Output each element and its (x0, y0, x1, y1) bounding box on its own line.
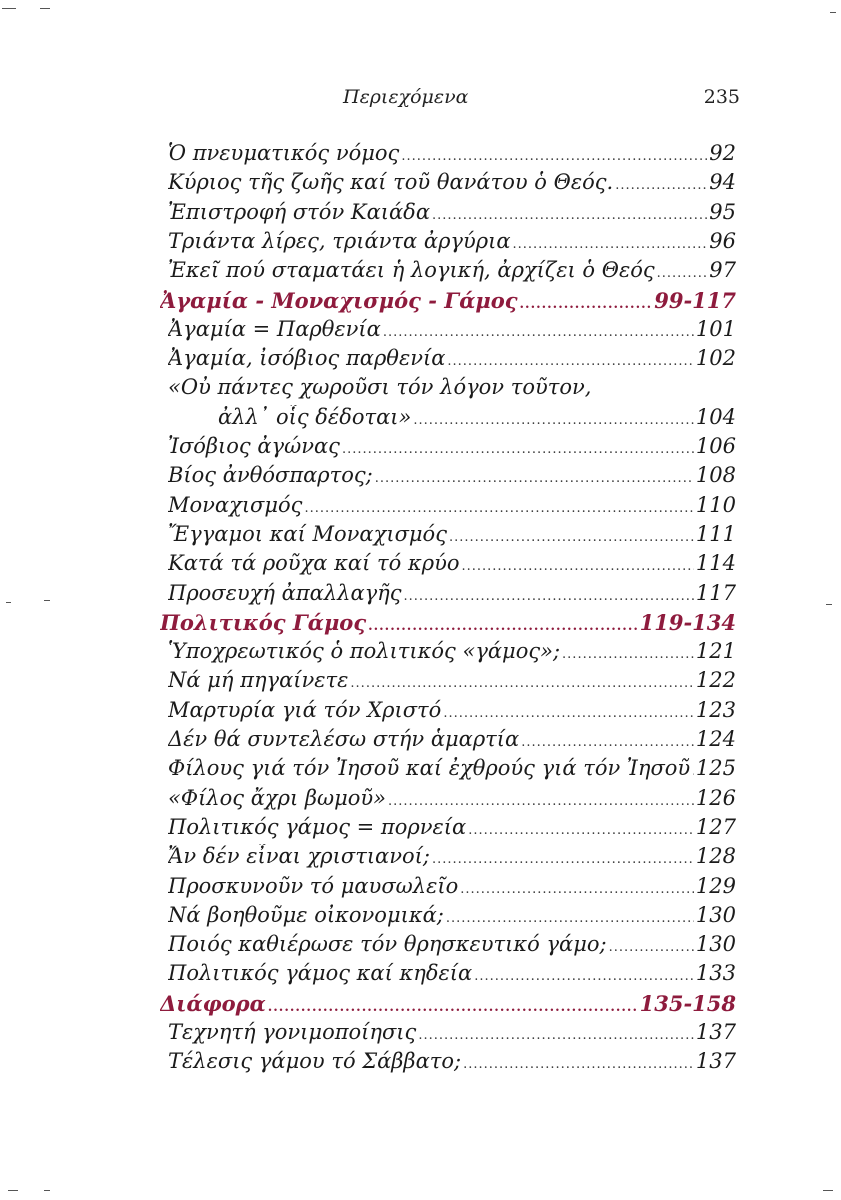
toc-page-number: 128 (695, 844, 736, 869)
toc-page-number: 124 (695, 727, 736, 751)
page-number: 235 (703, 86, 740, 108)
toc-entry-title: Προσκυνοῦν τό μαυσωλεῖο (168, 873, 459, 898)
toc-section (160, 610, 736, 639)
dot-leader (521, 735, 694, 750)
toc-entry-title: Ἐπιστροφή στόν Καιάδα (168, 199, 430, 224)
toc-page-number: 123 (695, 697, 736, 722)
toc-page-number: 99-117 (654, 287, 736, 313)
toc-entry (168, 639, 736, 668)
toc-page-number: 135-158 (639, 990, 736, 1016)
dot-leader (375, 471, 694, 486)
toc-entry (168, 815, 736, 844)
dot-leader (432, 852, 694, 867)
dot-leader (418, 1028, 694, 1043)
toc-entry (168, 1020, 736, 1049)
toc-entry (168, 698, 736, 727)
dot-leader (513, 237, 708, 252)
toc-entry (168, 668, 736, 697)
dot-leader (413, 413, 694, 428)
scan-mark-bottom-left (8, 1190, 18, 1191)
toc-entry (168, 141, 736, 170)
toc-page-number: 96 (709, 228, 736, 253)
dot-leader (268, 1000, 638, 1015)
toc-page-number: 130 (695, 902, 736, 927)
toc-entry (168, 463, 736, 492)
toc-entry-title: Τεχνητή γονιμοποίησις (168, 1020, 417, 1044)
toc-entry-title: Ἀγαμία = Παρθενία (168, 316, 381, 341)
dot-leader (449, 530, 694, 545)
toc-entry-title: Προσευχή ἀπαλλαγῆς (168, 580, 402, 605)
toc-entry-title: «Οὐ πάντες χωροῦσι τόν λόγον τοῦτον, (168, 375, 592, 400)
toc-entry-title: «Φίλος ἄχρι βωμοῦ» (168, 785, 387, 810)
dot-leader (468, 823, 694, 838)
dot-leader (615, 178, 707, 193)
dot-leader (657, 266, 708, 281)
toc-entry (168, 522, 736, 551)
toc-entry-title: Τέλεσις γάμου τό Σάββατο; (168, 1049, 462, 1074)
toc-page-number: 137 (695, 1020, 736, 1044)
toc-entry (168, 844, 736, 873)
toc-entry (168, 551, 736, 580)
toc-section-title: Διάφορα (160, 990, 266, 1016)
toc-entry-title: Δέν θά συντελέσω στήν ἁμαρτία (168, 727, 520, 751)
toc-entry-title: Ποιός καθιέρωσε τόν θρησκευτικό γάμο; (168, 932, 607, 957)
toc-entry (168, 786, 736, 815)
toc-entry-title: Ἰσόβιος ἀγώνας (168, 434, 340, 458)
toc-page-number: 102 (695, 346, 736, 371)
toc-page-number: 110 (695, 492, 736, 517)
toc-entry (168, 229, 736, 258)
toc-page-number: 101 (695, 316, 736, 341)
toc-entry (168, 317, 736, 346)
toc-section (160, 288, 736, 317)
toc-entry-title: Κατά τά ροῦχα καί τό κρύο (168, 551, 460, 576)
toc-entry-title: Ὁ πνευματικός νόμος (168, 141, 400, 165)
toc-entry-title: Μαρτυρία γιά τόν Χριστό (168, 697, 442, 722)
toc-page-number: 95 (709, 199, 736, 224)
running-title: Περιεχόμενα (343, 86, 469, 108)
dot-leader (447, 354, 694, 369)
toc-page-number: 106 (695, 434, 736, 458)
dot-leader (368, 619, 638, 634)
toc-entry-title: Βίος ἀνθόσπαρτος; (168, 463, 373, 488)
toc-entry (168, 346, 736, 375)
toc-entry-title: Ἀγαμία, ἰσόβιος παρθενία (168, 346, 446, 371)
toc-page-number: 126 (695, 785, 736, 810)
scan-mark-bottom-right (823, 1190, 833, 1191)
scan-mark-top-right (830, 12, 836, 13)
dot-leader (609, 940, 694, 955)
toc-entry (168, 258, 736, 287)
toc-page-number: 121 (695, 639, 736, 664)
toc-entry-title: Ἄν δέν εἶναι χριστιανοί; (168, 844, 430, 869)
scan-mark-top-left-2 (40, 8, 50, 9)
toc-page-number: 137 (695, 1049, 736, 1074)
toc-page-number: 125 (695, 756, 736, 781)
toc-entry (168, 375, 736, 404)
toc-page-number: 108 (695, 463, 736, 488)
toc-entry (168, 874, 736, 903)
toc-page-number: 111 (695, 521, 736, 546)
toc-entry-title: ἀλλ᾽ οἷς δέδοται» (218, 404, 412, 429)
toc-page-number: 129 (695, 873, 736, 898)
dot-leader (460, 882, 694, 897)
toc-entry-title: Νά μή πηγαίνετε (168, 668, 349, 693)
toc-entry (218, 405, 736, 434)
toc-entry-title: Τριάντα λίρες, τριάντα ἀργύρια (168, 228, 511, 253)
running-header (160, 86, 740, 116)
toc-entry (168, 581, 736, 610)
toc-entry-title: Φίλους γιά τόν Ἰησοῦ καί ἐχθρούς γιά τόν Ἰησοῦ (168, 756, 691, 781)
dot-leader (383, 325, 694, 340)
dot-leader (692, 764, 694, 779)
toc-page-number: 122 (695, 668, 736, 693)
dot-leader (432, 208, 707, 223)
toc-entry (168, 932, 736, 961)
dot-leader (562, 647, 694, 662)
scan-mark-mid-right (826, 604, 832, 605)
dot-leader (342, 442, 694, 457)
toc-entry-title: Νά βοηθοῦμε οἰκονομικά; (168, 902, 444, 927)
scan-mark-mid-left-2 (44, 600, 50, 601)
toc-entry-title: Ἐκεῖ πού σταματάει ἡ λογική, ἀρχίζει ὁ Θεός (168, 258, 655, 283)
toc-entry (168, 903, 736, 932)
toc-entry (168, 434, 736, 463)
toc-entry (168, 1049, 736, 1078)
toc-page-number: 130 (695, 932, 736, 957)
toc-entry (168, 493, 736, 522)
dot-leader (388, 794, 694, 809)
dot-leader (401, 149, 707, 164)
dot-leader (461, 559, 693, 574)
toc-page-number: 119-134 (639, 609, 736, 635)
scan-mark-bottom-left-2 (44, 1190, 50, 1191)
toc-page-number: 97 (709, 258, 736, 283)
toc-section-title: Ἀγαμία - Μοναχισμός - Γάμος (160, 287, 518, 313)
toc-page-number: 94 (709, 170, 736, 195)
dot-leader (443, 706, 694, 721)
toc-entry-title: Πολιτικός γάμος καί κηδεία (168, 961, 473, 986)
dot-leader (474, 969, 694, 984)
toc-page-number: 92 (709, 141, 736, 165)
dot-leader (404, 589, 694, 604)
toc-entry-title: Μοναχισμός (168, 492, 303, 517)
toc-page-number: 133 (695, 961, 736, 986)
toc-entry-title: Πολιτικός γάμος = πορνεία (168, 814, 467, 839)
dot-leader (304, 501, 693, 516)
toc-page-number: 117 (695, 580, 736, 605)
toc-entry (168, 727, 736, 756)
toc-entry (168, 756, 736, 785)
scan-mark-mid-left (6, 602, 11, 603)
scan-mark-top-left (2, 8, 16, 9)
dot-leader (463, 1057, 694, 1072)
toc-page-number: 127 (695, 814, 736, 839)
dot-leader (446, 911, 694, 926)
toc-entry (168, 200, 736, 229)
toc-entry-title: Ὑποχρεωτικός ὁ πολιτικός «γάμος»; (168, 639, 561, 664)
dot-leader (520, 297, 653, 312)
toc-entry (168, 170, 736, 199)
toc-section (160, 991, 736, 1020)
toc-page-number: 104 (695, 404, 736, 429)
toc-entry-title: Κύριος τῆς ζωῆς καί τοῦ θανάτου ὁ Θεός. (168, 170, 614, 195)
toc-page-number: 114 (695, 551, 736, 576)
toc-entry (168, 961, 736, 990)
dot-leader (350, 676, 693, 691)
toc-section-title: Πολιτικός Γάμος (160, 609, 367, 635)
toc-entry-title: Ἔγγαμοι καί Μοναχισμός (168, 521, 447, 546)
